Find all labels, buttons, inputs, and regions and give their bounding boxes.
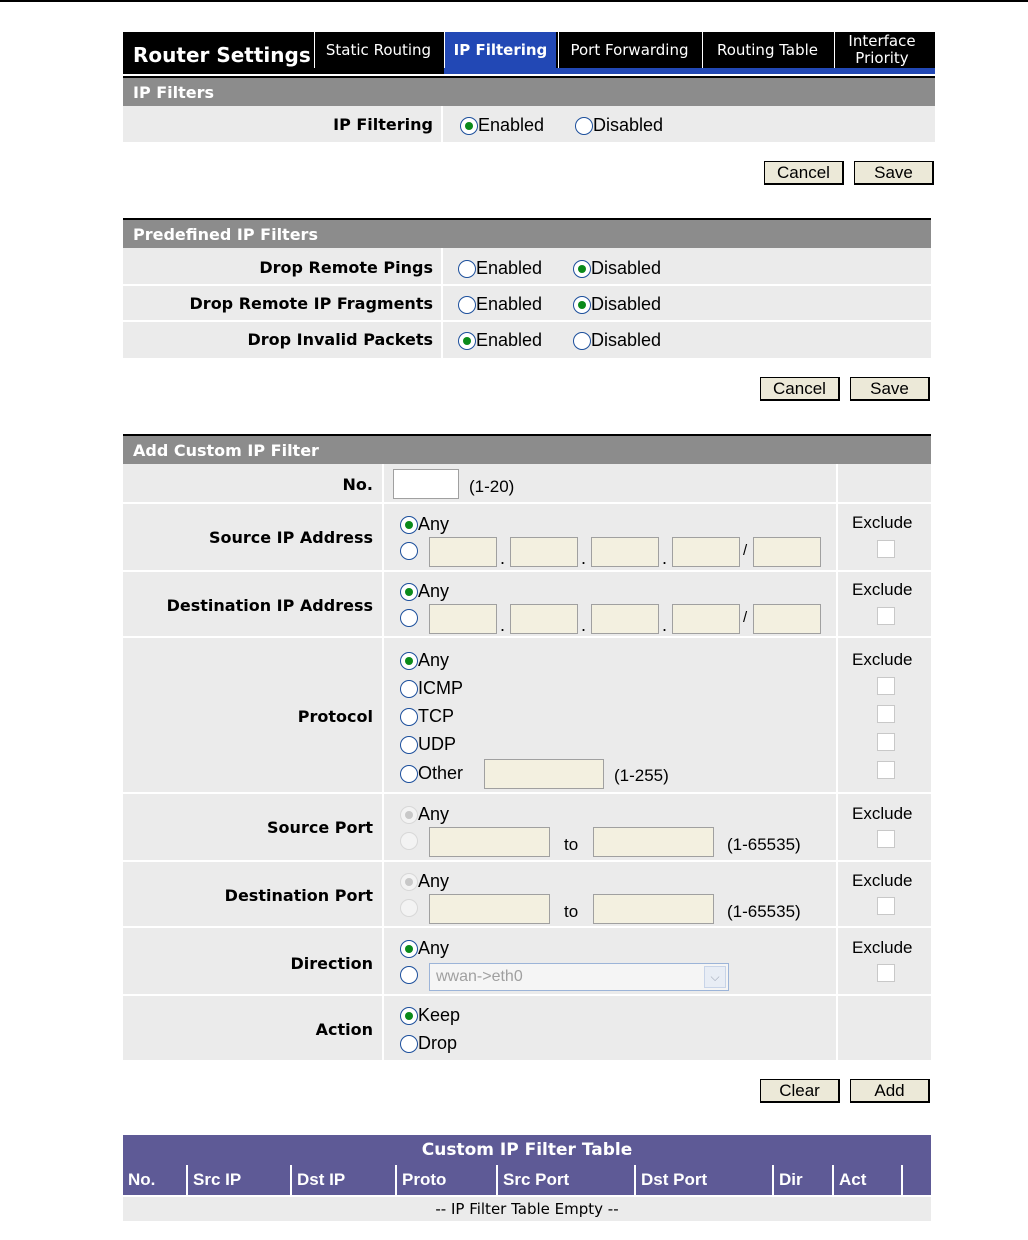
- save-button[interactable]: Save: [854, 161, 934, 185]
- invalid-enabled-option[interactable]: Enabled: [458, 330, 542, 351]
- radio-icon[interactable]: [400, 708, 418, 726]
- destination-ip-label: Destination IP Address: [166, 596, 373, 615]
- exclude-label: Exclude: [852, 580, 913, 599]
- tab-ip-filtering[interactable]: IP Filtering: [444, 32, 556, 68]
- radio-icon[interactable]: [400, 1035, 418, 1053]
- clear-button[interactable]: Clear: [760, 1079, 840, 1103]
- add-button[interactable]: Add: [850, 1079, 930, 1103]
- direction-select[interactable]: wwan->eth0 ⌵: [429, 963, 729, 991]
- protocol-exclude-checkbox[interactable]: [877, 705, 895, 723]
- dst-ip-custom-radio[interactable]: [400, 609, 418, 627]
- src-port-from-input[interactable]: [429, 827, 550, 857]
- dst-ip-mask[interactable]: [753, 604, 821, 634]
- src-ip-octet-3[interactable]: [591, 537, 659, 567]
- predefined-label: Drop Invalid Packets: [247, 330, 433, 349]
- dst-ip-octet-2[interactable]: [510, 604, 578, 634]
- tab-port-forwarding[interactable]: Port Forwarding: [558, 32, 700, 68]
- radio-icon[interactable]: [400, 765, 418, 783]
- column-header: Dst Port: [636, 1165, 774, 1195]
- dst-port-from-input[interactable]: [429, 894, 550, 924]
- src-port-exclude-checkbox[interactable]: [877, 830, 895, 848]
- predefined-row: [123, 322, 931, 360]
- protocol-tcp-option[interactable]: TCP: [400, 706, 454, 727]
- predefined-header: Predefined IP Filters: [123, 218, 931, 248]
- dst-ip-octet-1[interactable]: [429, 604, 497, 634]
- action-keep-option[interactable]: Keep: [400, 1005, 460, 1026]
- cancel-button[interactable]: Cancel: [760, 377, 840, 401]
- dst-ip-octet-4[interactable]: [672, 604, 740, 634]
- radio-icon[interactable]: [400, 652, 418, 670]
- column-header: Src IP: [188, 1165, 292, 1195]
- ip-filtering-row: [123, 106, 935, 144]
- dst-port-any-option[interactable]: Any: [400, 871, 449, 892]
- column-header: Src Port: [498, 1165, 636, 1195]
- direction-exclude-checkbox[interactable]: [877, 964, 895, 982]
- src-port-any-option[interactable]: Any: [400, 804, 449, 825]
- radio-icon[interactable]: [458, 296, 476, 314]
- no-input[interactable]: [393, 469, 459, 499]
- tab-interface-priority[interactable]: Interface Priority: [834, 32, 929, 68]
- src-ip-custom-radio[interactable]: [400, 542, 418, 560]
- dst-ip-any-option[interactable]: Any: [400, 581, 449, 602]
- ip-filters-header: IP Filters: [123, 76, 935, 106]
- filter-table-header: [123, 1165, 931, 1195]
- radio-icon[interactable]: [400, 680, 418, 698]
- radio-icon[interactable]: [400, 873, 418, 891]
- predefined-label: Drop Remote IP Fragments: [189, 294, 433, 313]
- save-button[interactable]: Save: [850, 377, 930, 401]
- pings-enabled-option[interactable]: Enabled: [458, 258, 542, 279]
- dst-port-range-radio[interactable]: [400, 899, 418, 917]
- radio-icon[interactable]: [400, 583, 418, 601]
- protocol-exclude-checkbox[interactable]: [877, 677, 895, 695]
- filter-table-title: Custom IP Filter Table: [123, 1135, 931, 1165]
- invalid-disabled-option[interactable]: Disabled: [573, 330, 661, 351]
- src-port-range-radio[interactable]: [400, 832, 418, 850]
- no-row: [123, 464, 931, 504]
- radio-icon[interactable]: [458, 332, 476, 350]
- exclude-label: Exclude: [852, 871, 913, 890]
- protocol-other-option[interactable]: Other: [400, 763, 463, 784]
- column-header: Act: [834, 1165, 903, 1195]
- predefined-row: [123, 248, 931, 286]
- protocol-label: Protocol: [297, 707, 373, 726]
- no-hint: (1-20): [469, 477, 515, 496]
- src-ip-mask[interactable]: [753, 537, 821, 567]
- brand-title: Router Settings: [133, 43, 311, 67]
- radio-icon[interactable]: [458, 260, 476, 278]
- predefined-label: Drop Remote Pings: [259, 258, 433, 277]
- src-ip-octet-1[interactable]: [429, 537, 497, 567]
- radio-icon[interactable]: [400, 516, 418, 534]
- radio-icon[interactable]: [400, 940, 418, 958]
- no-label: No.: [342, 475, 373, 494]
- ip-filtering-label: IP Filtering: [333, 115, 433, 134]
- dst-port-to-input[interactable]: [593, 894, 714, 924]
- dst-ip-exclude-checkbox[interactable]: [877, 607, 895, 625]
- protocol-udp-option[interactable]: UDP: [400, 734, 456, 755]
- destination-port-label: Destination Port: [224, 886, 373, 905]
- exclude-label: Exclude: [852, 650, 913, 669]
- exclude-label: Exclude: [852, 513, 913, 532]
- radio-icon[interactable]: [573, 260, 591, 278]
- radio-icon[interactable]: [400, 806, 418, 824]
- ip-filtering-disabled-option[interactable]: Disabled: [575, 115, 663, 136]
- ip-filtering-enabled-option[interactable]: Enabled: [460, 115, 544, 136]
- protocol-row: [123, 638, 931, 794]
- column-header: Proto: [397, 1165, 498, 1195]
- src-ip-octet-4[interactable]: [672, 537, 740, 567]
- action-row: [123, 996, 931, 1062]
- chevron-down-icon[interactable]: ⌵: [704, 966, 726, 988]
- radio-icon[interactable]: [460, 117, 478, 135]
- radio-icon[interactable]: [573, 296, 591, 314]
- src-ip-any-option[interactable]: Any: [400, 514, 449, 535]
- fragments-enabled-option[interactable]: Enabled: [458, 294, 542, 315]
- protocol-any-option[interactable]: Any: [400, 650, 449, 671]
- protocol-icmp-option[interactable]: ICMP: [400, 678, 463, 699]
- protocol-hint: (1-255): [614, 766, 669, 785]
- protocol-other-input[interactable]: [484, 759, 604, 789]
- pings-disabled-option[interactable]: Disabled: [573, 258, 661, 279]
- dst-port-exclude-checkbox[interactable]: [877, 897, 895, 915]
- exclude-label: Exclude: [852, 938, 913, 957]
- protocol-exclude-checkbox[interactable]: [877, 733, 895, 751]
- radio-icon[interactable]: [400, 1007, 418, 1025]
- direction-select-radio[interactable]: [400, 966, 418, 984]
- action-drop-option[interactable]: Drop: [400, 1033, 457, 1054]
- src-ip-octet-2[interactable]: [510, 537, 578, 567]
- radio-icon[interactable]: [400, 736, 418, 754]
- radio-icon[interactable]: [575, 117, 593, 135]
- filter-table-empty: -- IP Filter Table Empty --: [123, 1197, 931, 1221]
- column-header: Dir: [774, 1165, 834, 1195]
- fragments-disabled-option[interactable]: Disabled: [573, 294, 661, 315]
- src-port-to-input[interactable]: [593, 827, 714, 857]
- destination-ip-row: Destination IP Address Any . . . / Exclude: [123, 572, 931, 638]
- tab-static-routing[interactable]: Static Routing: [314, 32, 442, 68]
- source-ip-row: Source IP Address Any . . . / Exclude: [123, 504, 931, 572]
- dst-ip-octet-3[interactable]: [591, 604, 659, 634]
- tab-underline: [444, 68, 935, 74]
- direction-label: Direction: [290, 954, 373, 973]
- column-header: No.: [123, 1165, 188, 1195]
- src-ip-exclude-checkbox[interactable]: [877, 540, 895, 558]
- action-label: Action: [315, 1020, 373, 1039]
- direction-row: [123, 928, 931, 996]
- source-port-label: Source Port: [267, 818, 373, 837]
- cancel-button[interactable]: Cancel: [764, 161, 844, 185]
- source-port-row: Source Port Any to (1-65535) Exclude: [123, 794, 931, 862]
- exclude-label: Exclude: [852, 804, 913, 823]
- source-ip-label: Source IP Address: [208, 528, 373, 547]
- custom-filter-header: Add Custom IP Filter: [123, 434, 931, 464]
- direction-any-option[interactable]: Any: [400, 938, 449, 959]
- tab-routing-table[interactable]: Routing Table: [702, 32, 832, 68]
- column-header: Dst IP: [292, 1165, 397, 1195]
- destination-port-row: Destination Port Any to (1-65535) Exclude: [123, 862, 931, 928]
- predefined-row: [123, 286, 931, 322]
- radio-icon[interactable]: [573, 332, 591, 350]
- top-border: [0, 0, 1028, 2]
- protocol-exclude-checkbox[interactable]: [877, 761, 895, 779]
